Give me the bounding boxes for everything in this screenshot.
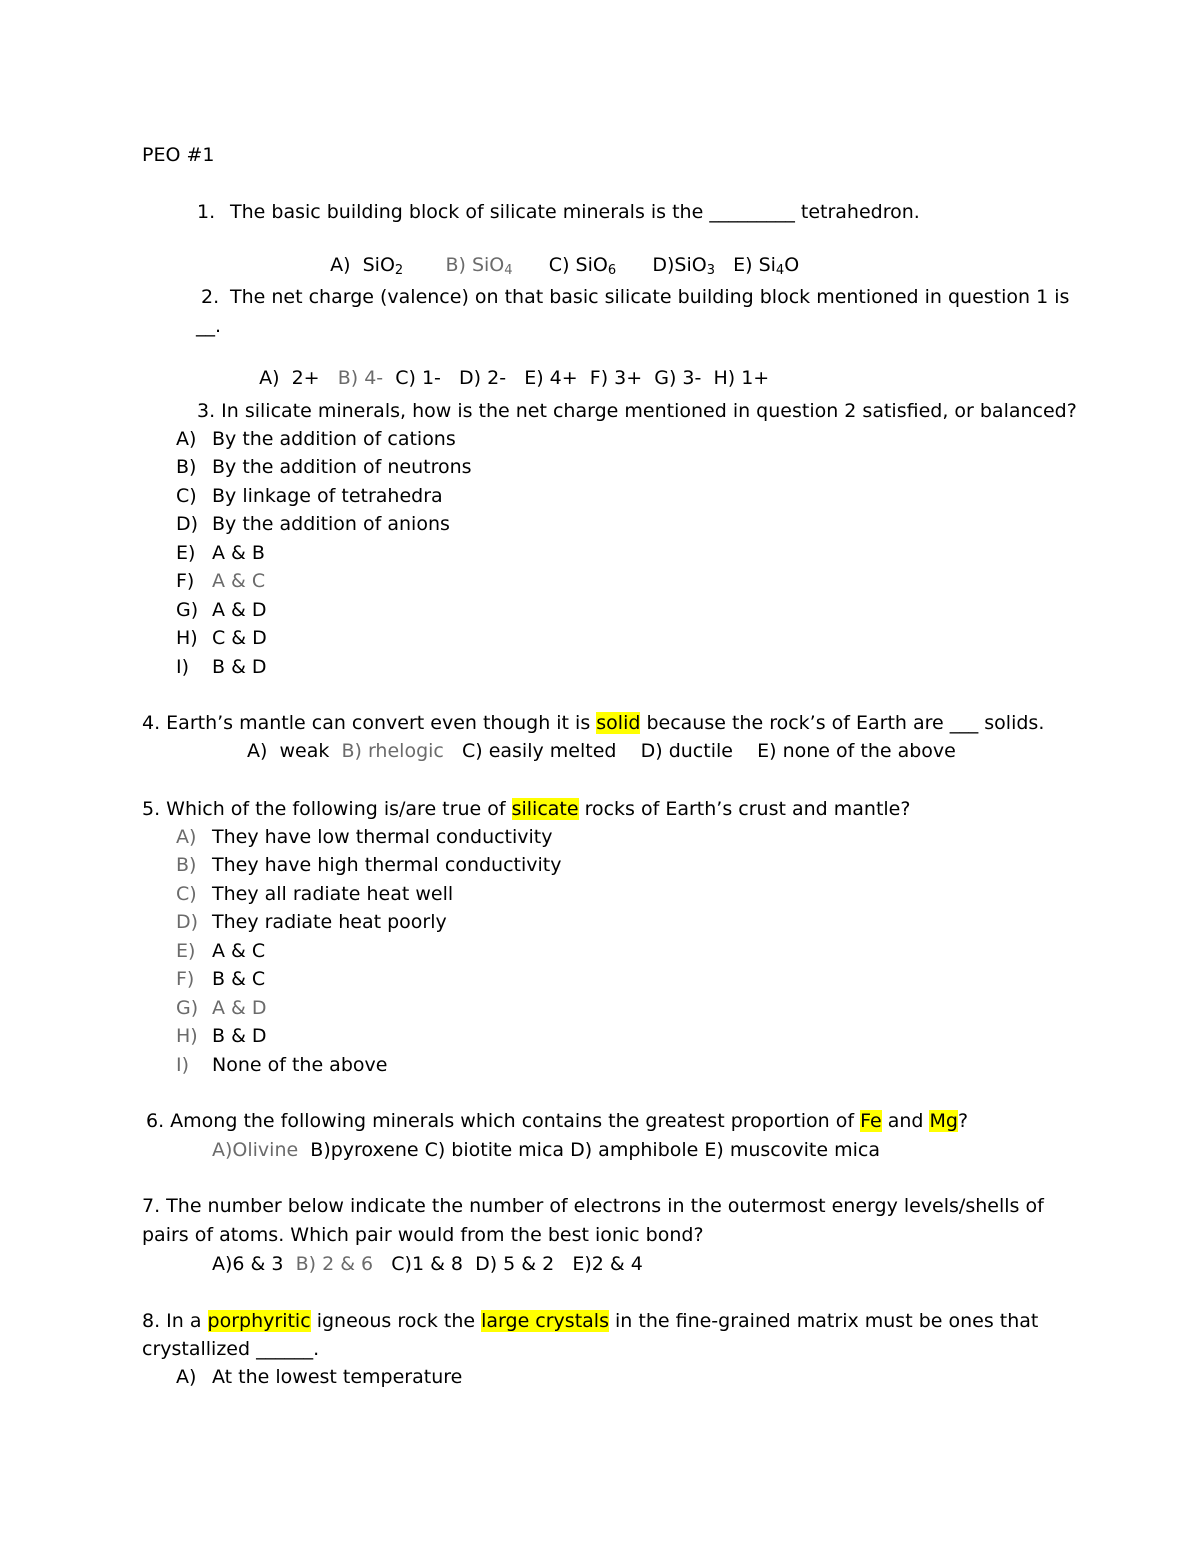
q1-option-a: A) SiO2 bbox=[330, 254, 404, 278]
q3-option-g: G) A & D bbox=[176, 599, 267, 621]
question-7-options: A)6 & 3 B) 2 & 6 C)1 & 8 D) 5 & 2 E)2 & 4 bbox=[212, 1253, 643, 1275]
question-7-text-line1: 7. The number below indicate the number of electrons in the outermost energy levels/shells of bbox=[142, 1195, 1044, 1217]
question-2-text: The net charge (valence) on that basic silicate building block mentioned in question 1 is bbox=[230, 286, 1070, 308]
question-1-number: 1. bbox=[197, 201, 216, 223]
q5-option-b: B) They have high thermal conductivity bbox=[176, 854, 562, 876]
highlight-porphyritic: porphyritic bbox=[207, 1310, 311, 1332]
q5-option-h: H) B & D bbox=[176, 1025, 267, 1047]
question-4-text: 4. Earth’s mantle can convert even though it is solid because the rock’s of Earth are ___ solids. bbox=[142, 712, 1045, 734]
q8-option-a: A) At the lowest temperature bbox=[176, 1366, 463, 1388]
question-6-options: A)Olivine B)pyroxene C) biotite mica D) amphibole E) muscovite mica bbox=[212, 1139, 880, 1161]
q3-option-c: C) By linkage of tetrahedra bbox=[176, 485, 443, 507]
q5-option-g: G) A & D bbox=[176, 997, 267, 1019]
question-2-text-cont: __. bbox=[196, 315, 222, 337]
question-6-text: 6. Among the following minerals which contains the greatest proportion of Fe and Mg? bbox=[146, 1110, 969, 1132]
q5-option-f: F) B & C bbox=[176, 968, 266, 990]
q5-option-a: A) They have low thermal conductivity bbox=[176, 826, 553, 848]
question-2-options: A) 2+ B) 4- C) 1- D) 2- E) 4+ F) 3+ G) 3- H) 1+ bbox=[259, 367, 770, 389]
question-1-options bbox=[318, 229, 799, 280]
q5-option-i: I) None of the above bbox=[176, 1054, 388, 1076]
question-8-text-line2: crystallized ______. bbox=[142, 1338, 320, 1360]
q1-option-d: D)SiO3 bbox=[652, 254, 715, 278]
question-2-number: 2. bbox=[201, 286, 220, 308]
page-title: PEO #1 bbox=[142, 144, 215, 166]
q3-option-e: E) A & B bbox=[176, 542, 265, 564]
highlight-fe: Fe bbox=[860, 1110, 882, 1132]
q5-option-e: E) A & C bbox=[176, 940, 266, 962]
q5-option-d: D) They radiate heat poorly bbox=[176, 911, 447, 933]
highlight-solid: solid bbox=[596, 712, 641, 734]
question-3-text: 3. In silicate minerals, how is the net charge mentioned in question 2 satisfied, or balanced? bbox=[197, 400, 1077, 422]
q3-option-a: A) By the addition of cations bbox=[176, 428, 456, 450]
q1-option-b: B) SiO4 bbox=[445, 254, 513, 278]
q1-option-c: C) SiO6 bbox=[548, 254, 617, 278]
q5-option-c: C) They all radiate heat well bbox=[176, 883, 454, 905]
q3-option-f: F) A & C bbox=[176, 570, 266, 592]
highlight-large-crystals: large crystals bbox=[481, 1310, 609, 1332]
question-5-text: 5. Which of the following is/are true of silicate rocks of Earth’s crust and mantle? bbox=[142, 798, 911, 820]
question-4-options: A) weak B) rhelogic C) easily melted D) ductile E) none of the above bbox=[247, 740, 956, 762]
highlight-silicate: silicate bbox=[511, 798, 579, 820]
q3-option-h: H) C & D bbox=[176, 627, 267, 649]
q3-option-i: I) B & D bbox=[176, 656, 267, 678]
question-7-text-line2: pairs of atoms. Which pair would from the best ionic bond? bbox=[142, 1224, 704, 1246]
question-8-text-line1: 8. In a porphyritic igneous rock the large crystals in the fine-grained matrix must be ones that bbox=[142, 1310, 1039, 1332]
q1-option-e: E) Si4O bbox=[733, 254, 800, 278]
q3-option-d: D) By the addition of anions bbox=[176, 513, 450, 535]
highlight-mg: Mg bbox=[929, 1110, 958, 1132]
question-1-text: The basic building block of silicate minerals is the _________ tetrahedron. bbox=[230, 201, 920, 223]
q3-option-b: B) By the addition of neutrons bbox=[176, 456, 472, 478]
